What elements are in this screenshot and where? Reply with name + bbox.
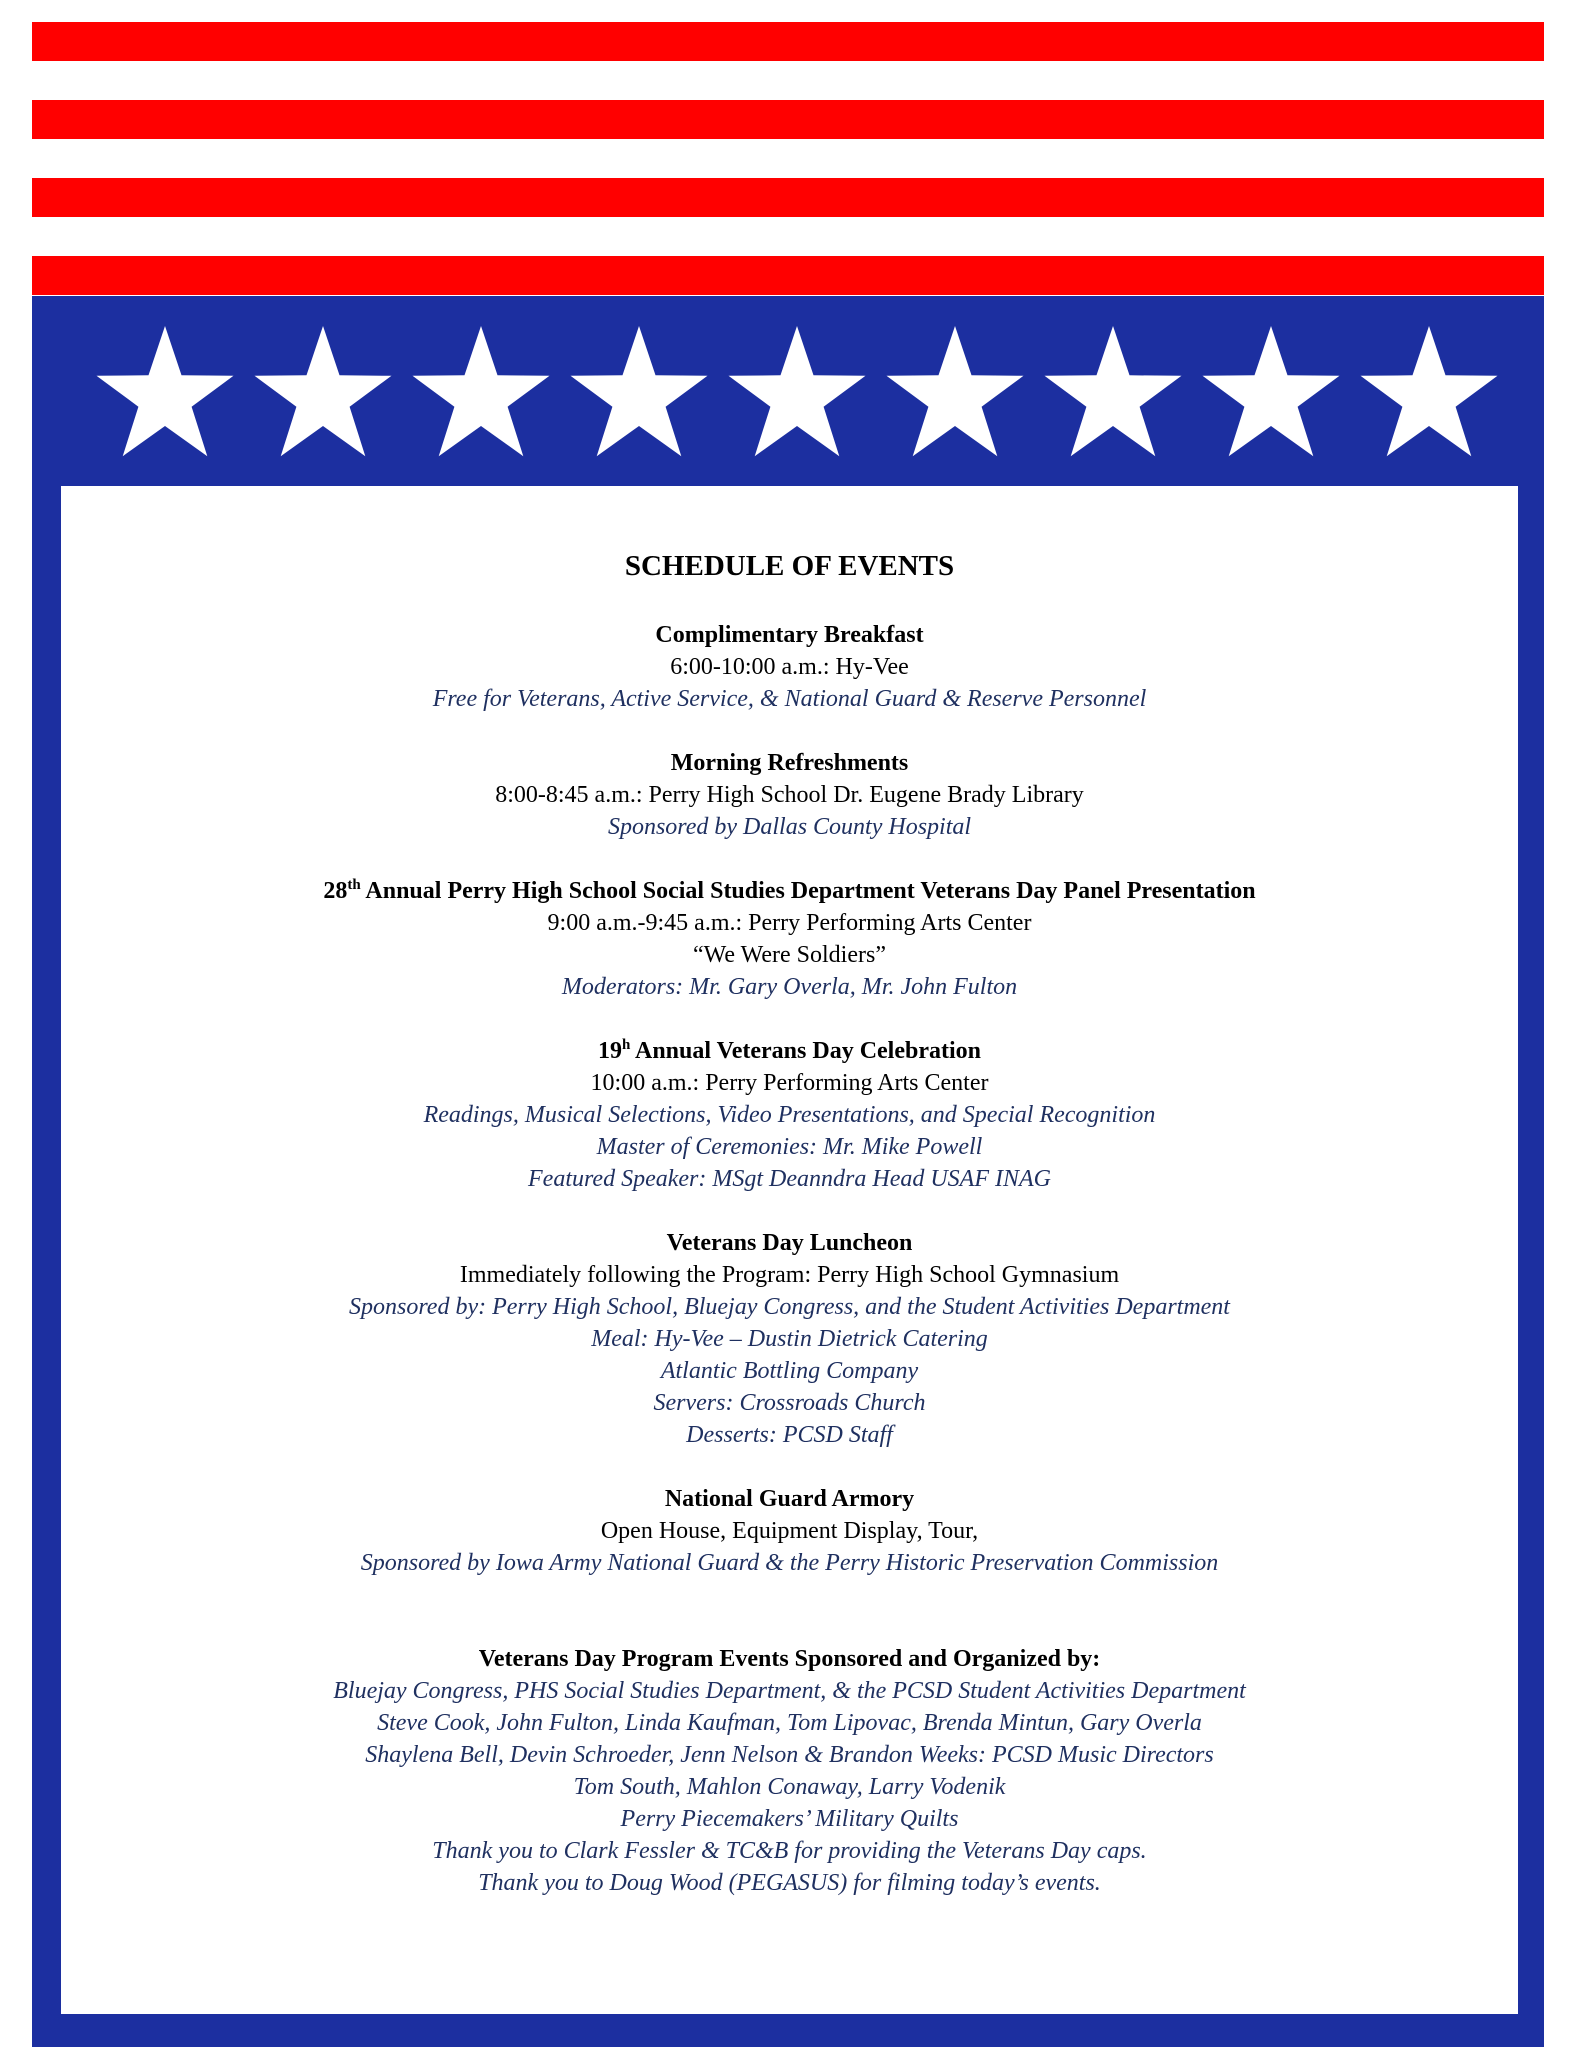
panel-heading-number: 28 bbox=[323, 878, 348, 904]
panel-theme: “We Were Soldiers” bbox=[693, 942, 886, 968]
red-stripe bbox=[32, 100, 1544, 139]
luncheon-meal: Meal: Hy-Vee – Dustin Dietrick Catering bbox=[591, 1326, 988, 1352]
refreshments-heading: Morning Refreshments bbox=[670, 750, 909, 776]
panel-heading-suffix: th bbox=[347, 877, 361, 893]
celebration-heading-number: 19 bbox=[597, 1038, 622, 1064]
credits-line: Shaylena Bell, Devin Schroeder, Jenn Nelson & Brandon Weeks: PCSD Music Directors bbox=[365, 1742, 1214, 1768]
panel-time-place: 9:00 a.m.-9:45 a.m.: Perry Performing Arts Center bbox=[547, 910, 1032, 936]
credits-line: Tom South, Mahlon Conaway, Larry Vodenik bbox=[573, 1774, 1006, 1800]
luncheon-desserts: Desserts: PCSD Staff bbox=[686, 1422, 893, 1448]
white-star-icon bbox=[564, 319, 714, 469]
luncheon-time-place: Immediately following the Program: Perry High School Gymnasium bbox=[459, 1262, 1120, 1288]
breakfast-time-place: 6:00-10:00 a.m.: Hy-Vee bbox=[670, 654, 909, 680]
stars-row bbox=[32, 296, 1544, 486]
armory-sponsor: Sponsored by Iowa Army National Guard & the Perry Historic Preservation Commission bbox=[360, 1550, 1219, 1576]
refreshments-time-place: 8:00-8:45 a.m.: Perry High School Dr. Eugene Brady Library bbox=[495, 782, 1084, 808]
credits-heading: Veterans Day Program Events Sponsored and Organized by: bbox=[478, 1646, 1101, 1672]
schedule-panel bbox=[61, 486, 1518, 2014]
white-star-icon bbox=[880, 319, 1030, 469]
celebration-heading-suffix: h bbox=[621, 1037, 631, 1053]
celebration-master: Master of Ceremonies: Mr. Mike Powell bbox=[596, 1134, 983, 1160]
white-star-icon bbox=[1196, 319, 1346, 469]
credits-line: Thank you to Doug Wood (PEGASUS) for filming today’s events. bbox=[478, 1870, 1101, 1896]
panel-heading bbox=[61, 875, 1518, 907]
luncheon-servers: Servers: Crossroads Church bbox=[653, 1390, 926, 1416]
celebration-heading-text: Annual Veterans Day Celebration bbox=[630, 1038, 982, 1064]
page-title: SCHEDULE OF EVENTS bbox=[624, 550, 955, 582]
white-star-icon bbox=[1038, 319, 1188, 469]
celebration-heading bbox=[61, 1035, 1518, 1067]
credits-line: Perry Piecemakers’ Military Quilts bbox=[620, 1806, 959, 1832]
luncheon-bottling: Atlantic Bottling Company bbox=[660, 1358, 919, 1384]
credits-line: Thank you to Clark Fessler & TC&B for providing the Veterans Day caps. bbox=[432, 1838, 1147, 1864]
white-star-icon bbox=[1354, 319, 1504, 469]
celebration-time-place: 10:00 a.m.: Perry Performing Arts Center bbox=[590, 1070, 989, 1096]
red-stripe bbox=[32, 22, 1544, 61]
credits-line: Bluejay Congress, PHS Social Studies Department, & the PCSD Student Activities Department bbox=[333, 1678, 1246, 1704]
white-star-icon bbox=[248, 319, 398, 469]
white-star-icon bbox=[722, 319, 872, 469]
armory-heading: National Guard Armory bbox=[664, 1486, 915, 1512]
red-stripe bbox=[32, 178, 1544, 217]
white-star-icon bbox=[90, 319, 240, 469]
celebration-program: Readings, Musical Selections, Video Presentations, and Special Recognition bbox=[423, 1102, 1156, 1128]
panel-moderators: Moderators: Mr. Gary Overla, Mr. John Fulton bbox=[561, 974, 1018, 1000]
breakfast-heading: Complimentary Breakfast bbox=[655, 622, 924, 648]
credits-line: Steve Cook, John Fulton, Linda Kaufman, Tom Lipovac, Brenda Mintun, Gary Overla bbox=[377, 1710, 1202, 1736]
armory-details: Open House, Equipment Display, Tour, bbox=[600, 1518, 979, 1544]
breakfast-note: Free for Veterans, Active Service, & National Guard & Reserve Personnel bbox=[432, 686, 1147, 712]
white-star-icon bbox=[406, 319, 556, 469]
refreshments-sponsor: Sponsored by Dallas County Hospital bbox=[607, 814, 972, 840]
celebration-speaker: Featured Speaker: MSgt Deanndra Head USAF INAG bbox=[528, 1166, 1051, 1192]
red-stripe bbox=[32, 256, 1544, 295]
luncheon-heading: Veterans Day Luncheon bbox=[666, 1230, 913, 1256]
panel-heading-text: Annual Perry High School Social Studies Department Veterans Day Panel Presentation bbox=[360, 878, 1256, 904]
luncheon-sponsors: Sponsored by: Perry High School, Bluejay Congress, and the Student Activities Department bbox=[349, 1294, 1230, 1320]
